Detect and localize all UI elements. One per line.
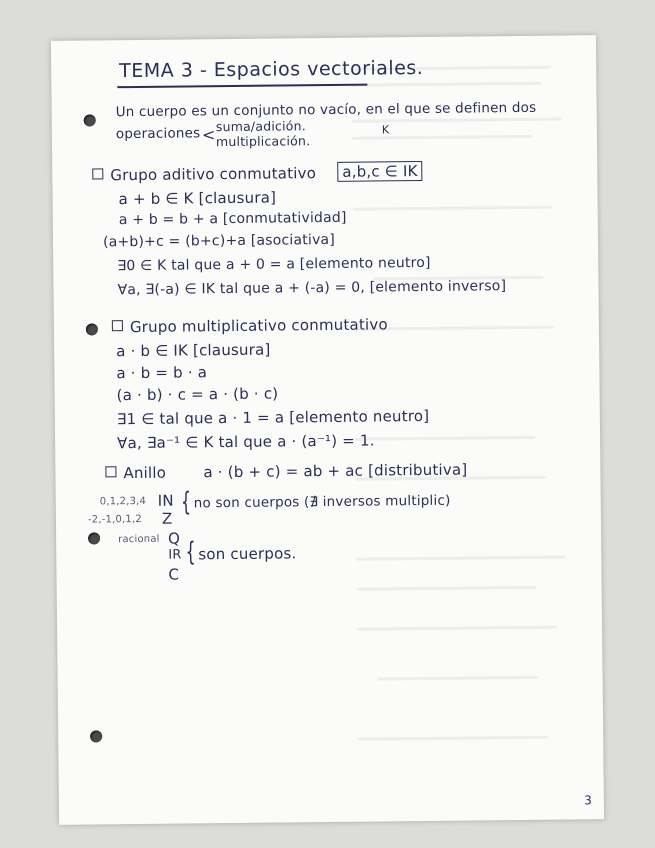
natural-symbol: IN <box>157 491 174 510</box>
notebook-page <box>51 35 604 825</box>
aditivo-clausura: a + b ∈ K [clausura] <box>118 188 277 209</box>
mult-conmutativa: a · b = b · a <box>116 363 208 383</box>
natural-examples: 0,1,2,3,4 <box>99 495 147 508</box>
integer-symbol: Z <box>161 509 173 528</box>
integer-examples: -2,-1,0,1,2 <box>87 513 142 526</box>
page-title: TEMA 3 - Espacios vectoriales. <box>119 56 424 83</box>
mult-inverso: ∀a, ∃a⁻¹ ∈ K tal que a · (a⁻¹) = 1. <box>117 431 375 453</box>
anillo-distributiva: a · (b + c) = ab + ac [distributiva] <box>203 460 468 482</box>
no-son-cuerpos: no son cuerpos (∄ inversos multiplic) <box>193 492 451 512</box>
complex-symbol: C <box>168 565 180 584</box>
checkbox-anillo <box>105 466 116 477</box>
aditivo-inverso: ∀a, ∃(-a) ∈ IK tal que a + (-a) = 0, [elemento inverso] <box>117 278 507 299</box>
rational-symbol: Q <box>168 529 181 548</box>
grupo-aditivo-set: a,b,c ∈ IK <box>337 161 423 182</box>
racional-label: racional <box>118 533 160 546</box>
grupo-aditivo-heading <box>92 164 316 184</box>
real-symbol: IR <box>168 547 182 563</box>
operations-field-k: K <box>381 123 390 137</box>
grupo-mult-heading <box>112 315 388 336</box>
anillo-heading <box>105 464 166 483</box>
intro-line-1: Un cuerpo es un conjunto no vacío, en el que se definen dos <box>115 99 537 121</box>
intro-line-2: operaciones <box>115 125 201 143</box>
checkbox-grupo-aditivo <box>92 168 103 179</box>
binder-hole-lower <box>88 532 100 544</box>
mult-asociativa: (a · b) · c = a · (b · c) <box>116 384 279 405</box>
binder-hole-middle <box>86 323 98 335</box>
aditivo-asociativa: (a+b)+c = (b+c)+a [asociativa] <box>102 231 336 251</box>
grupo-aditivo-label: Grupo aditivo conmutativo <box>110 164 317 185</box>
page-number: 3 <box>584 793 592 808</box>
operation-suma: suma/adición. <box>215 118 306 135</box>
anillo-label: Anillo <box>123 463 167 483</box>
no-cuerpos-brace: { <box>180 487 192 518</box>
mult-clausura: a · b ∈ IK [clausura] <box>116 340 271 361</box>
checkbox-grupo-mult <box>112 320 123 331</box>
aditivo-conmutatividad: a + b = b + a [conmutatividad] <box>118 209 347 229</box>
aditivo-neutro: ∃0 ∈ K tal que a + 0 = a [elemento neutro] <box>117 254 431 275</box>
operation-multiplicacion: multiplicación. <box>215 133 311 150</box>
son-cuerpos: son cuerpos. <box>198 544 297 564</box>
binder-hole-top <box>84 114 96 126</box>
binder-hole-bottom <box>90 730 102 742</box>
son-cuerpos-brace: { <box>185 537 196 568</box>
operations-brace: < <box>201 125 216 145</box>
title-underline <box>117 84 367 88</box>
grupo-mult-label: Grupo multiplicativo conmutativo <box>129 315 388 337</box>
mult-neutro: ∃1 ∈ tal que a · 1 = a [elemento neutro] <box>116 406 430 429</box>
